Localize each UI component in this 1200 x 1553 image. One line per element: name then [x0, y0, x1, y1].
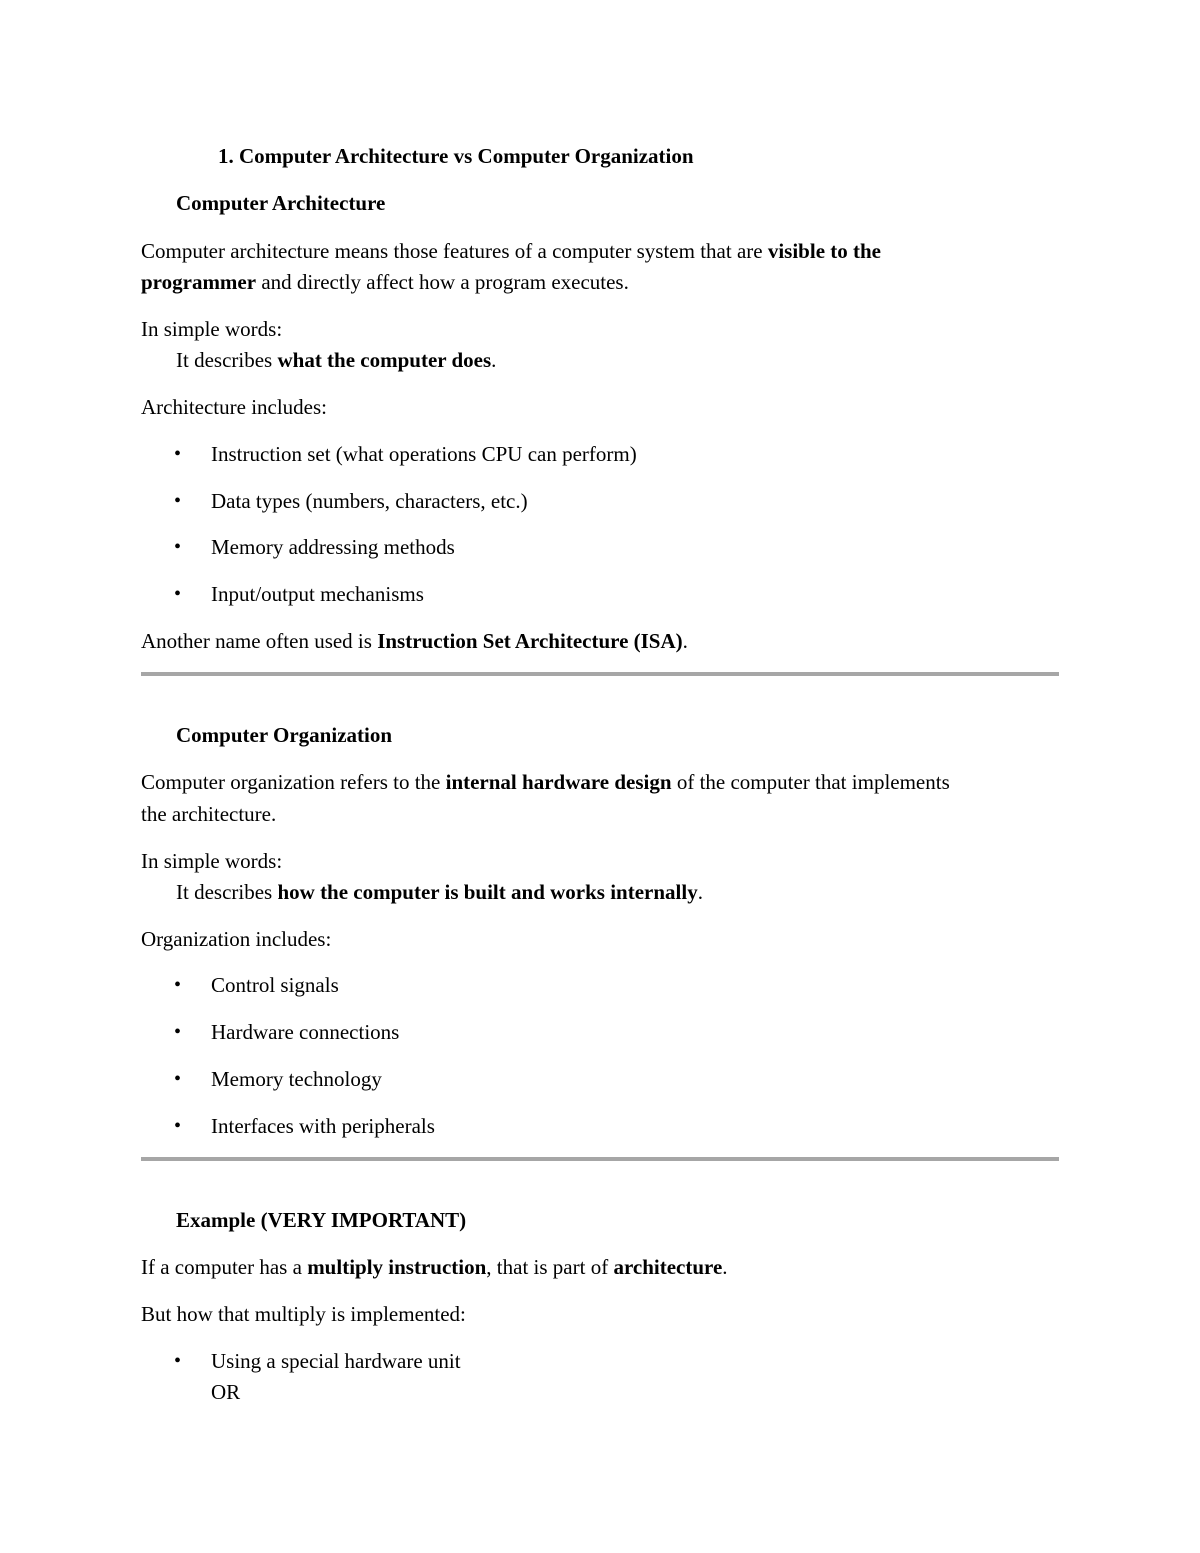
bullet-icon: • — [174, 1115, 182, 1137]
bullet-icon: • — [174, 1021, 182, 1043]
bullet-icon: • — [174, 583, 182, 605]
page-title: 1. Computer Architecture vs Computer Organization — [218, 144, 694, 168]
bullet-icon: • — [174, 443, 182, 465]
bullet-icon: • — [174, 490, 182, 512]
organization-heading: Computer Organization — [176, 723, 393, 747]
example-or: OR — [211, 1380, 241, 1404]
horizontal-divider — [141, 672, 1059, 676]
list-item: Data types (numbers, characters, etc.) — [211, 489, 528, 513]
bullet-icon: • — [174, 1068, 182, 1090]
organization-definition-line2: the architecture. — [141, 802, 277, 826]
horizontal-divider — [141, 1157, 1059, 1161]
list-item: Hardware connections — [211, 1020, 400, 1044]
architecture-simple-label: In simple words: — [141, 317, 283, 341]
organization-simple-label: In simple words: — [141, 849, 283, 873]
architecture-alias: Another name often used is Instruction Set Architecture (ISA). — [141, 629, 688, 653]
organization-simple-text: It describes how the computer is built and works internally. — [176, 880, 703, 904]
architecture-definition-line1: Computer architecture means those features of a computer system that are visible to the — [141, 239, 882, 263]
organization-definition-line1: Computer organization refers to the internal hardware design of the computer that implements — [141, 770, 950, 794]
list-item: Memory addressing methods — [211, 535, 455, 559]
bullet-icon: • — [174, 1350, 182, 1372]
architecture-definition-line2: programmer and directly affect how a program executes. — [141, 270, 629, 294]
bullet-icon: • — [174, 974, 182, 996]
architecture-simple-text: It describes what the computer does. — [176, 348, 497, 372]
list-item: Control signals — [211, 973, 339, 997]
list-item: Input/output mechanisms — [211, 582, 424, 606]
example-line1: If a computer has a multiply instruction, that is part of architecture. — [141, 1255, 728, 1279]
bullet-icon: • — [174, 536, 182, 558]
architecture-includes-label: Architecture includes: — [141, 395, 328, 419]
architecture-heading: Computer Architecture — [176, 191, 386, 215]
example-heading: Example (VERY IMPORTANT) — [176, 1208, 467, 1232]
list-item: Instruction set (what operations CPU can perform) — [211, 442, 637, 466]
list-item: Using a special hardware unit — [211, 1349, 461, 1373]
list-item: Interfaces with peripherals — [211, 1114, 435, 1138]
organization-includes-label: Organization includes: — [141, 927, 332, 951]
list-item: Memory technology — [211, 1067, 382, 1091]
example-line2: But how that multiply is implemented: — [141, 1302, 466, 1326]
